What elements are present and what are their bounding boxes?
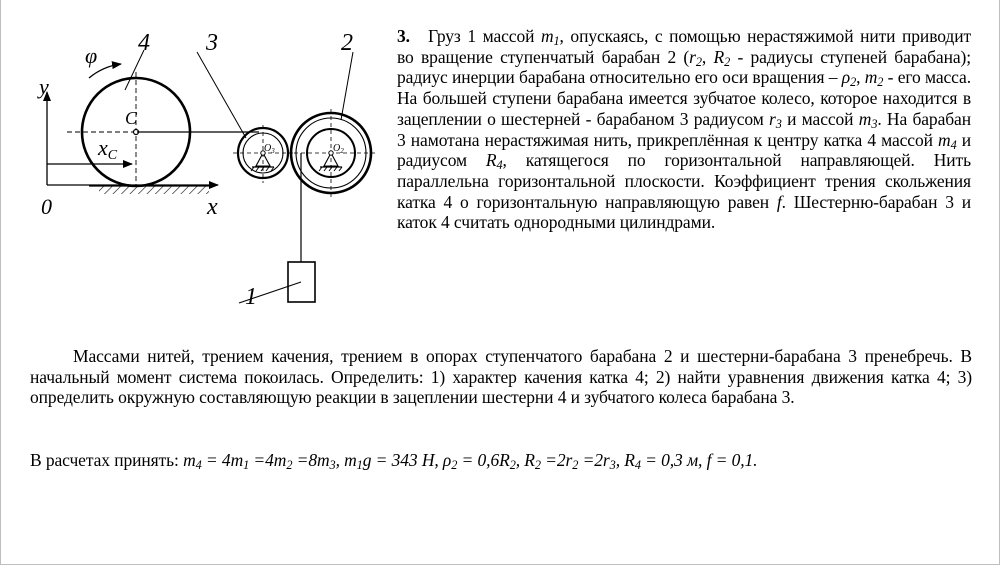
- coordinate-axes: [47, 92, 218, 185]
- o2-label: $O_2$: [333, 143, 344, 155]
- math-m2: $m_2$: [864, 67, 884, 90]
- math-rho2: $\rho_2$: [841, 67, 857, 90]
- y-axis-label: y: [39, 74, 49, 99]
- mechanism-diagram: [29, 22, 399, 322]
- center-c-label: C: [125, 108, 138, 128]
- text-run: ,: [701, 46, 714, 67]
- math-r2: $r_2$: [689, 46, 702, 69]
- x-axis-label: x: [207, 194, 218, 220]
- text-run: - его масса. На большей ступени барабана имеется зубчатое колесо, которое находится в зацеплении о шестерней - барабаном 3 радиусом: [397, 67, 972, 129]
- problem-number: 3.: [397, 26, 410, 46]
- text-run: Груз 1 массой: [427, 26, 541, 46]
- text-run: . Шестерню-барабан 3 и каток 4 считать однородными цилиндрами.: [397, 191, 971, 233]
- text-run: ,: [856, 67, 865, 88]
- math-m3: $m_3$: [858, 108, 878, 131]
- ground-guide: [89, 186, 211, 194]
- given-values: [30, 450, 972, 471]
- label-2: 2: [341, 30, 353, 56]
- text-run: , опускаясь, с помощью нерастяжимой нити приводит во вращение ступенчатый барабан 2 (: [397, 26, 972, 67]
- o3-label: $O_3$: [264, 143, 275, 155]
- label-4: 4: [138, 30, 150, 56]
- label-1: 1: [245, 284, 257, 310]
- text-run: и радиусом: [397, 129, 971, 171]
- drum-3: [197, 52, 293, 183]
- math-R2: $R_2$: [713, 46, 731, 69]
- origin-label: 0: [41, 194, 52, 219]
- phi-label: φ: [85, 43, 98, 68]
- math-m1: $m_1$: [540, 26, 560, 49]
- stepped-drum-2: [287, 52, 375, 197]
- text-run: и массой: [781, 108, 859, 129]
- math-r3: $r_3$: [769, 108, 782, 131]
- xc-label: xC: [98, 135, 118, 163]
- text-run: - радиусы ступеней барабана); радиус инерции барабана относительно его оси вращения –: [397, 46, 971, 88]
- text-run: , катящегося по горизонтальной направляющей. Нить параллельна горизонтальной плоскости. Коэффициент трения скольжения катка 4 о горизонтальную направляющую равен: [397, 150, 971, 212]
- text-run: . На барабан 3 намотана нерастяжимая нить, прикреплённая к центру катка 4 массой: [397, 108, 971, 150]
- math-R4: $R_4$: [485, 150, 503, 173]
- label-3: 3: [206, 30, 218, 56]
- given-lead: В расчетах принять:: [30, 450, 184, 470]
- given-formula: $m_4 = 4m_1 =4m_2 =8m_3$, $m_1g = 343$ Н, $\rho_2 = 0,6R_2$, $R_2 =2r_2 =2r_3$, $R_4 = 0,3$ м, f = 0,1.: [183, 450, 758, 473]
- math-f: f: [776, 191, 782, 212]
- problem-statement: [397, 26, 971, 233]
- conditions-paragraph: Массами нитей, трением качения, трением в опорах ступенчатого барабана 2 и шестерни-барабана 3 пренебречь. В начальный момент система покоилась. Определить: 1) характер качения катка 4; 2) найти уравнения движения катка 4; 3) определить окружную составляющую реакции в зацеплении шестерни 4 и зубчатого колеса барабана 3.: [30, 346, 972, 408]
- math-m4: $m_4$: [938, 129, 957, 152]
